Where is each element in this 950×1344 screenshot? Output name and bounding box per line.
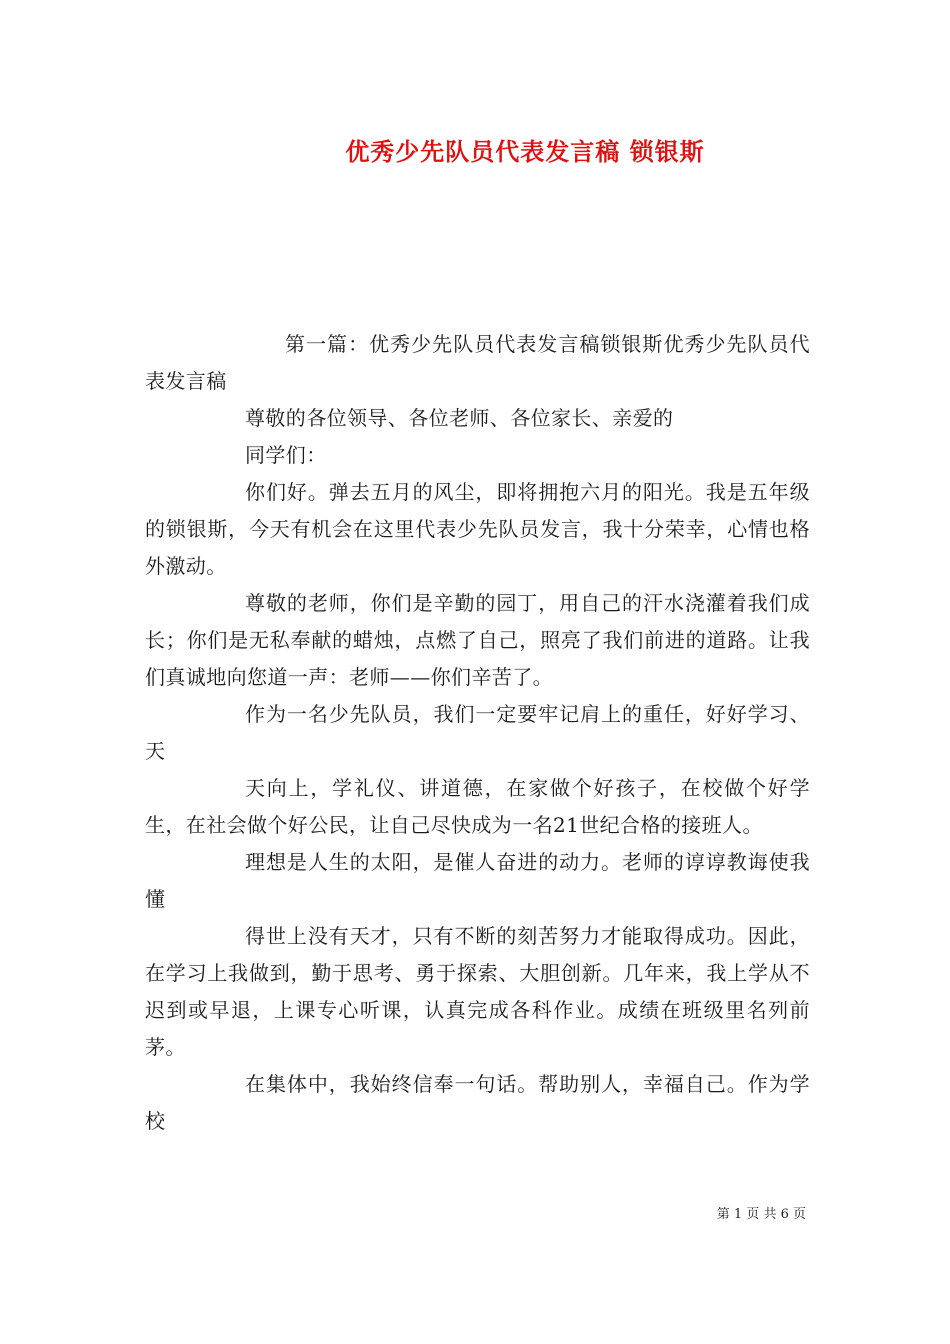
paragraph: 你们好。弹去五月的风尘，即将拥抱六月的阳光。我是五年级的锁银斯，今天有机会在这里代表少先队员发言，我十分荣幸，心情也格外激动。: [145, 480, 810, 578]
paragraph: 同学们：: [245, 443, 327, 467]
paragraph: 尊敬的老师，你们是辛勤的园丁，用自己的汗水浇灌着我们成长；你们是无私奉献的蜡烛，点燃了自己，照亮了我们前进的道路。让我们真诚地向您道一声：老师——你们辛苦了。: [145, 591, 810, 689]
paragraph: 理想是人生的太阳，是催人奋进的动力。老师的谆谆教诲使我懂: [145, 850, 810, 911]
page-number-footer: 第 1 页 共 6 页: [716, 1207, 806, 1222]
paragraph: 得世上没有天才，只有不断的刻苦努力才能取得成功。因此，在学习上我做到，勤于思考、勇于探索、大胆创新。几年来，我上学从不迟到或早退，上课专心听课，认真完成各科作业。成绩在班级里名列前茅。: [145, 924, 810, 1059]
paragraph: 作为一名少先队员，我们一定要牢记肩上的重任，好好学习、天: [145, 702, 810, 763]
paragraph: 天向上，学礼仪、讲道德，在家做个好孩子，在校做个好学生，在社会做个好公民，让自己尽快成为一名21世纪合格的接班人。: [145, 776, 810, 837]
document-body: [145, 326, 810, 1140]
paragraph: 第一篇：优秀少先队员代表发言稿锁银斯优秀少先队员代表发言稿: [145, 332, 810, 393]
paragraph: 在集体中，我始终信奉一句话。帮助别人，幸福自己。作为学校: [145, 1072, 810, 1133]
paragraph: 尊敬的各位领导、各位老师、各位家长、亲爱的: [245, 406, 674, 430]
document-title: 优秀少先队员代表发言稿 锁银斯: [345, 138, 705, 166]
